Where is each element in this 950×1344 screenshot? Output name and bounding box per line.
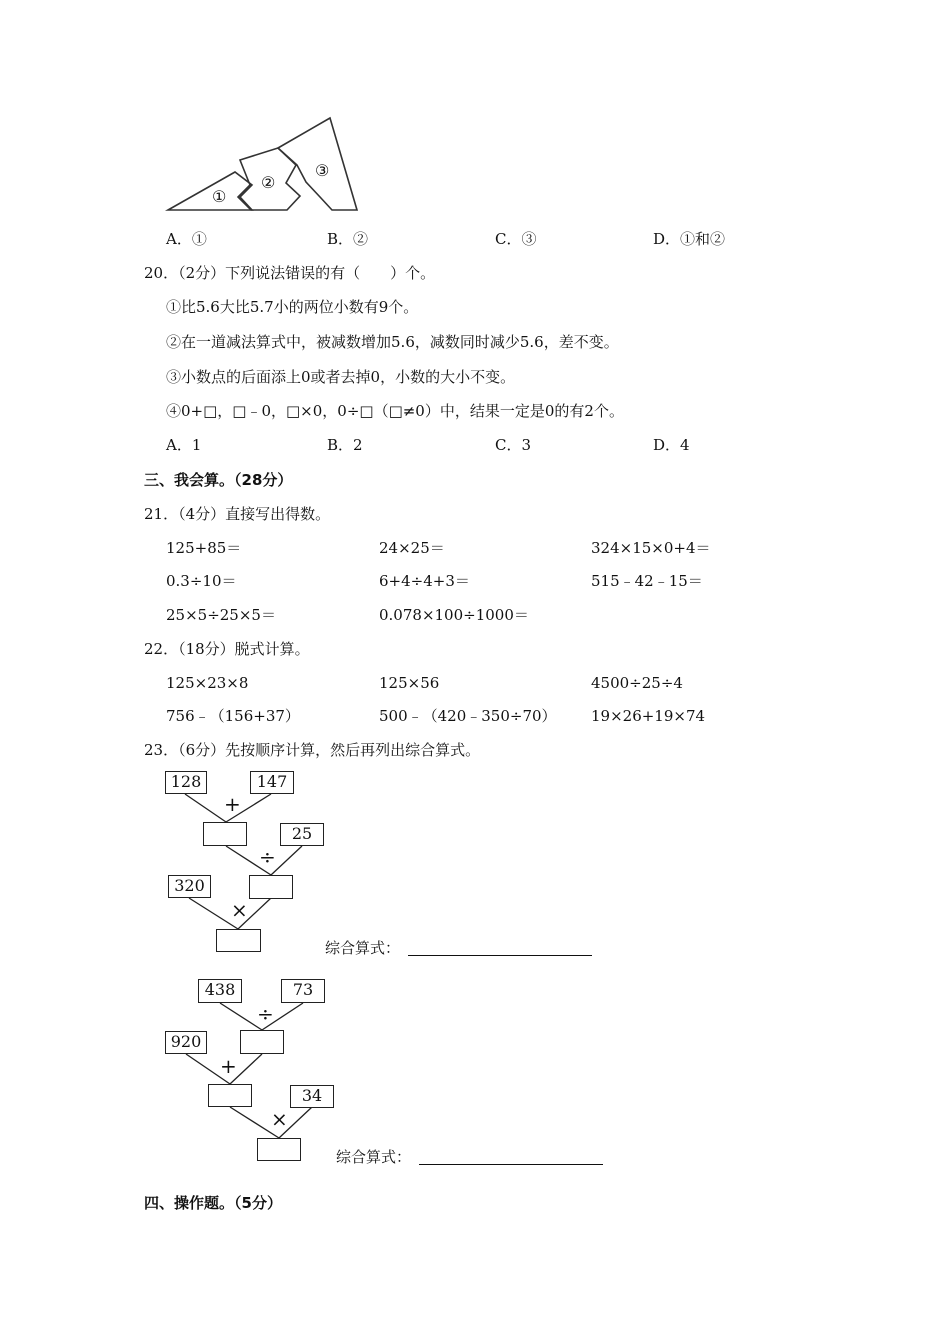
diagram2-number-box: 34 [290,1085,334,1108]
diagram1-answer-box[interactable] [216,929,261,952]
q21-item: 24×25＝ [379,539,445,557]
q21-item: 324×15×0+4＝ [591,539,711,557]
diagram1-number-box: 25 [280,823,324,846]
diagram1-answer-box[interactable] [203,822,247,846]
q21-item: 125+85＝ [166,539,242,557]
diagram1-formula-label: 综合算式： [325,939,401,957]
piece-label-3: ③ [315,161,330,180]
q20-statement-3: ③小数点的后面添上0或者去掉0，小数的大小不变。 [166,368,516,386]
q22-item: 125×56 [379,674,440,692]
diagram1-number-box: 320 [168,875,211,898]
section3-title: 三、我会算。（28分） [144,471,293,489]
diagram2-answer-box[interactable] [240,1030,284,1054]
q20-option-a[interactable]: A．1 [166,436,202,454]
q20-option-b[interactable]: B．2 [327,436,363,454]
section4-title: 四、操作题。（5分） [144,1194,282,1212]
q21-item: 0.078×100÷1000＝ [379,606,529,624]
q20-statement-4: ④0+□，□﹣0，□×0，0÷□（□≠0）中，结果一定是0的有2个。 [166,402,624,420]
q22-item: 500﹣（420﹣350÷70） [379,707,557,725]
q21-item: 515﹣42﹣15＝ [591,572,703,590]
triangle-piece-1 [168,172,252,210]
q21-item: 6+4÷4+3＝ [379,572,470,590]
q22-item: 4500÷25÷4 [591,674,683,692]
q19-option-d[interactable]: D．①和② [653,230,726,248]
diagram2-formula-blank[interactable] [419,1164,603,1165]
q22-item: 125×23×8 [166,674,249,692]
diagram1-plus-operator: + [224,792,241,816]
q20-option-c[interactable]: C．3 [495,436,532,454]
q22-item: 756﹣（156+37） [166,707,300,725]
q19-option-a[interactable]: A．① [166,230,207,248]
diagram1-number-box: 128 [165,771,207,794]
piece-label-1: ① [212,187,227,206]
q22-item: 19×26+19×74 [591,707,706,725]
diagram1-formula-blank[interactable] [408,955,592,956]
q22-stem: 22．（18分）脱式计算。 [144,640,310,658]
diagram2-number-box: 438 [198,979,242,1003]
q20-stem: 20．（2分）下列说法错误的有（ ）个。 [144,264,436,282]
diagram1-multiply-operator: × [231,898,248,922]
q23-stem: 23．（6分）先按顺序计算，然后再列出综合算式。 [144,741,481,759]
diagram1-answer-box[interactable] [249,875,293,899]
diagram2-multiply-operator: × [271,1107,288,1131]
q21-stem: 21．（4分）直接写出得数。 [144,505,331,523]
piece-label-2: ② [261,173,276,192]
diagram1-divide-operator: ÷ [259,845,276,869]
diagram2-answer-box[interactable] [257,1138,301,1161]
q20-option-d[interactable]: D．4 [653,436,690,454]
diagram2-divide-operator: ÷ [257,1002,274,1026]
diagram2-formula-label: 综合算式： [336,1148,412,1166]
q21-item: 0.3÷10＝ [166,572,237,590]
diagram2-number-box: 73 [281,979,325,1003]
diagram2-plus-operator: + [220,1054,237,1078]
diagram2-answer-box[interactable] [208,1084,252,1107]
q21-item: 25×5÷25×5＝ [166,606,276,624]
q19-option-c[interactable]: C．③ [495,230,537,248]
q20-statement-1: ①比5.6大比5.7小的两位小数有9个。 [166,298,419,316]
diagram1-number-box: 147 [250,771,294,794]
diagram2-number-box: 920 [165,1031,207,1054]
q19-option-b[interactable]: B．② [327,230,369,248]
diagram2-lines [186,1003,312,1138]
q20-statement-2: ②在一道减法算式中，被减数增加5.6，减数同时减少5.6，差不变。 [166,333,619,351]
